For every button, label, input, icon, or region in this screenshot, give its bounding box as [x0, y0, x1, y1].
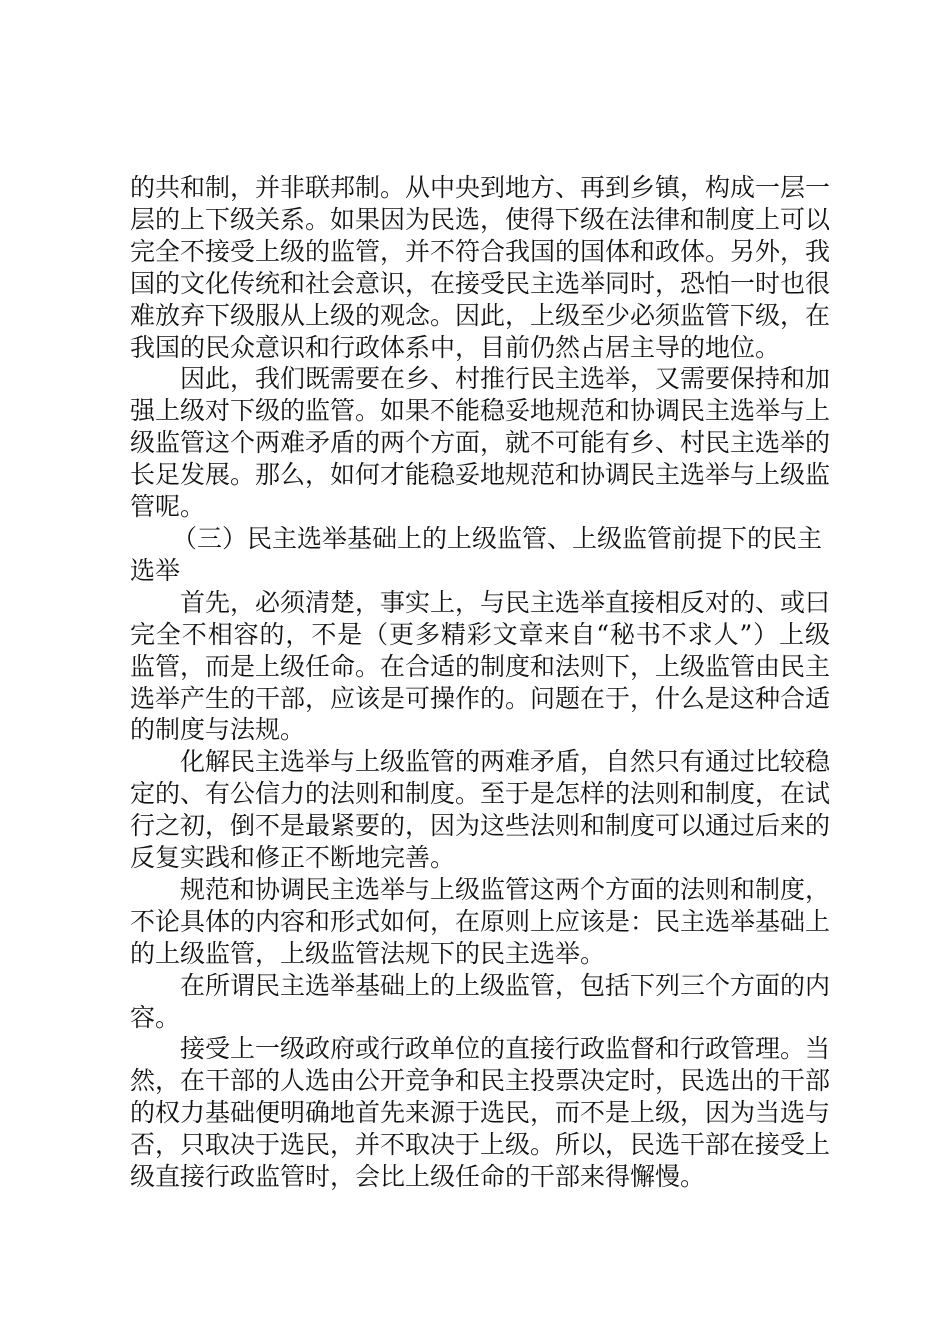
paragraph-resolve: 化解民主选举与上级监管的两难矛盾，自然只有通过比较稳定的、有公信力的法则和制度。至于是怎样的法则和制度，在试行之初，倒不是最紧要的，因为这些法则和制度可以通过后来的反复实践和修正不断地完善。: [130, 747, 831, 873]
paragraph-principle: 规范和协调民主选举与上级监管这两个方面的法则和制度，不论具体的内容和形式如何，在原则上应该是：民主选举基础上的上级监管，上级监管法规下的民主选举。: [130, 874, 831, 968]
paragraph-three-aspects: 在所谓民主选举基础上的上级监管，包括下列三个方面的内容。: [130, 970, 831, 1032]
document-page: [130, 172, 830, 1193]
paragraph-continuation: 的共和制，并非联邦制。从中央到地方、再到乡镇，构成一层一层的上下级关系。如果因为民选，使得下级在法律和制度上可以完全不接受上级的监管，并不符合我国的国体和政体。另外，我国的文化传统和社会意识，在接受民主选举同时，恐怕一时也很难放弃下级服从上级的观念。因此，上级至少必须监管下级，在我国的民众意识和行政体系中，目前仍然占居主导的地位。: [130, 173, 831, 362]
paragraph-first: 首先，必须清楚，事实上，与民主选举直接相反对的、或曰完全不相容的，不是（更多精彩文章来自“秘书不求人”）上级监管，而是上级任命。在合适的制度和法则下，上级监管由民主选举产生的干部，应该是可操作的。问题在于，什么是这种合适的制度与法规。: [130, 587, 831, 745]
paragraph-supervision: 接受上一级政府或行政单位的直接行政监督和行政管理。当然，在干部的人选由公开竞争和民主投票决定时，民选出的干部的权力基础便明确地首先来源于选民，而不是上级，因为当选与否，只取决于选民，并不取决于上级。所以，民选干部在接受上级直接行政监管时，会比上级任命的干部来得懈慢。: [130, 1034, 831, 1192]
section-heading-3: （三）民主选举基础上的上级监管、上级监管前提下的民主选举: [130, 523, 823, 585]
paragraph-dilemma: 因此，我们既需要在乡、村推行民主选举，又需要保持和加强上级对下级的监管。如果不能稳妥地规范和协调民主选举与上级监管这个两难矛盾的两个方面，就不可能有乡、村民主选举的长足发展。那么，如何才能稳妥地规范和协调民主选举与上级监管呢。: [130, 364, 831, 522]
